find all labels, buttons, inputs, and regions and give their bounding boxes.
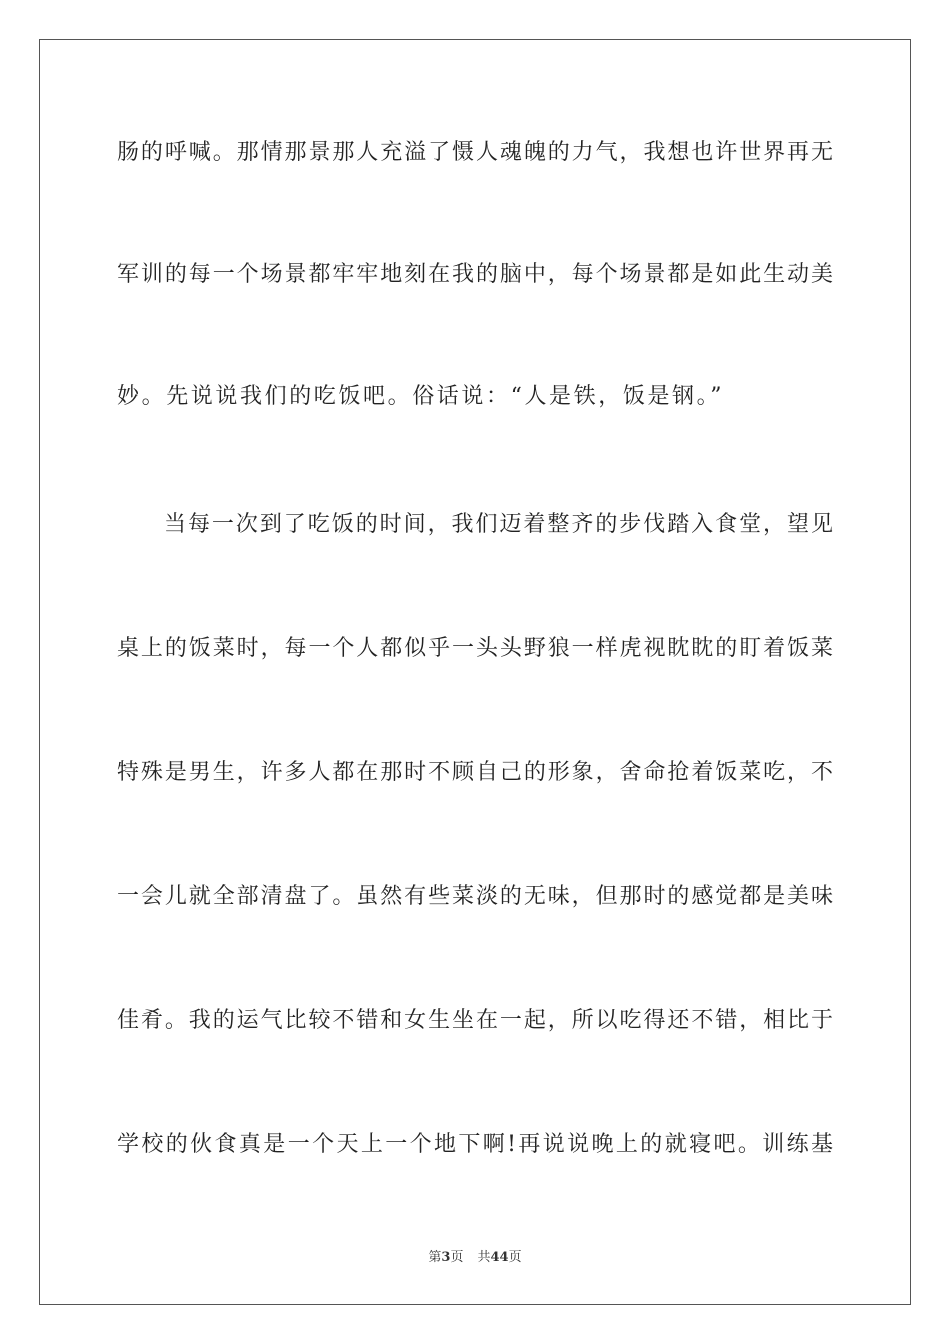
footer-page-number: 3: [441, 1250, 451, 1265]
body-line-3: 妙。先说说我们的吃饭吧。俗话说：“人是铁，饭是钢。”: [117, 384, 725, 409]
body-line-2: 军训的每一个场景都牢牢地刻在我的脑中，每个场景都是如此生动美: [117, 262, 833, 287]
body-line-9: 学校的伙食真是一个天上一个地下啊!再说说晚上的就寝吧。训练基: [117, 1132, 833, 1157]
body-line-6: 特殊是男生，许多人都在那时不顾自己的形象，舍命抢着饭菜吃，不: [117, 760, 833, 785]
footer-page-suffix: 页: [450, 1250, 464, 1265]
body-line-8: 佳肴。我的运气比较不错和女生坐在一起，所以吃得还不错，相比于: [117, 1008, 833, 1033]
footer-page-prefix: 第: [428, 1250, 442, 1265]
body-line-7: 一会儿就全部清盘了。虽然有些菜淡的无味，但那时的感觉都是美味: [117, 884, 833, 909]
footer-total-number: 44: [490, 1250, 509, 1265]
page-border: [39, 39, 911, 1305]
page-footer: [0, 1246, 950, 1265]
body-line-4: 当每一次到了吃饭的时间，我们迈着整齐的步伐踏入食堂，望见: [164, 512, 833, 537]
footer-total-prefix: 共: [477, 1250, 491, 1265]
body-line-1: 肠的呼喊。那情那景那人充溢了慑人魂魄的力气，我想也许世界再无: [117, 140, 833, 165]
footer-total-suffix: 页: [508, 1250, 522, 1265]
body-line-5: 桌上的饭菜时，每一个人都似乎一头头野狼一样虎视眈眈的盯着饭菜: [117, 636, 833, 661]
